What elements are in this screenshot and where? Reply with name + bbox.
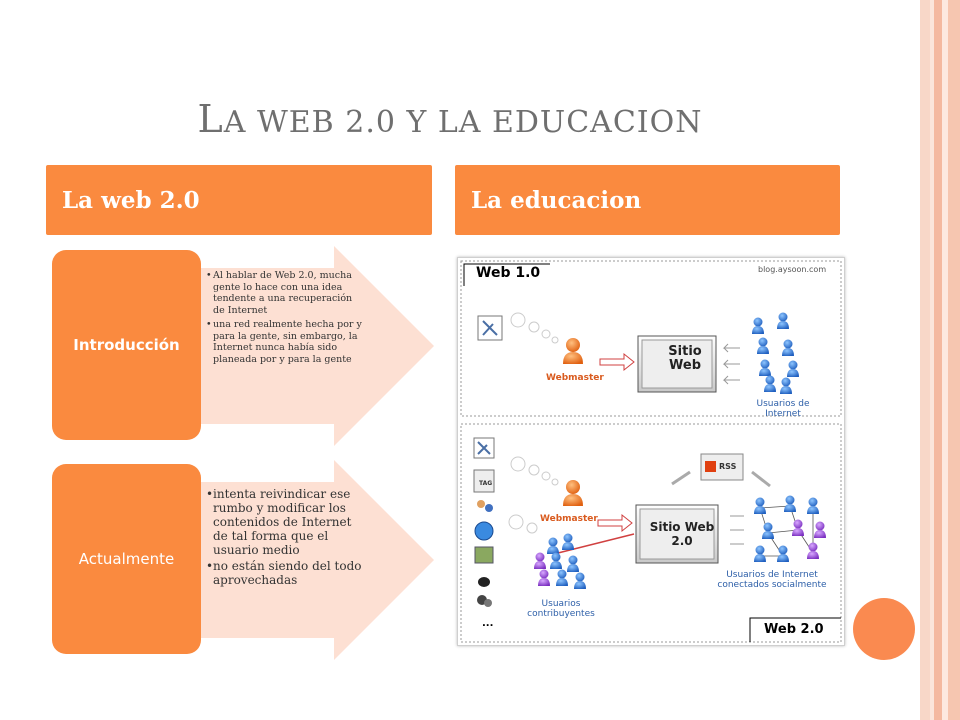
contributors-label: Usuarios contribuyentes: [527, 599, 595, 619]
web-comparison-diagram: [457, 257, 845, 646]
row-label-actualmente: Actualmente: [52, 464, 201, 654]
site-web-label: Sitio Web: [668, 344, 702, 373]
tag-icon: TAG: [479, 480, 493, 487]
column-header-web20: La web 2.0: [46, 165, 432, 235]
users-label: Usuarios de Internet: [756, 399, 810, 419]
diagram-source: blog.aysoon.com: [758, 265, 827, 274]
column-header-educacion: La educacion: [455, 165, 840, 235]
site-web20-label: Sitio Web 2.0: [649, 520, 715, 548]
decor-circle: [853, 598, 915, 660]
slide-title: LA WEB 2.0 Y LA EDUCACION: [197, 97, 703, 141]
introduccion-item: • una red realmente hecha por y para la gente, sin embargo, la Internet nunca había sido planeada por y para la gente: [206, 319, 364, 365]
introduccion-item: • Al hablar de Web 2.0, mucha gente lo hace con una idea tendente a una recuperación de Internet: [206, 270, 364, 316]
decor-stripe: [948, 0, 960, 720]
web10-label: Web 1.0: [476, 265, 541, 281]
actualmente-item: • intenta reivindicar ese rumbo y modificar los contenidos de Internet de tal forma que el usuario medio: [206, 487, 366, 557]
decor-stripe: [920, 0, 930, 720]
webmaster-label: Webmaster: [546, 373, 604, 383]
more-icon: ...: [482, 618, 494, 629]
introduccion-list: [206, 270, 364, 368]
decor-stripe: [934, 0, 942, 720]
web20-label: Web 2.0: [764, 622, 824, 637]
row-label-introduccion: Introducción: [52, 250, 201, 440]
actualmente-item: • no están siendo del todo aprovechadas: [206, 559, 366, 587]
actualmente-list: [206, 487, 366, 589]
webmaster-label: Webmaster: [540, 514, 598, 524]
social-users-label: Usuarios de Internet conectados socialmente: [717, 570, 827, 590]
rss-label: RSS: [719, 462, 737, 471]
